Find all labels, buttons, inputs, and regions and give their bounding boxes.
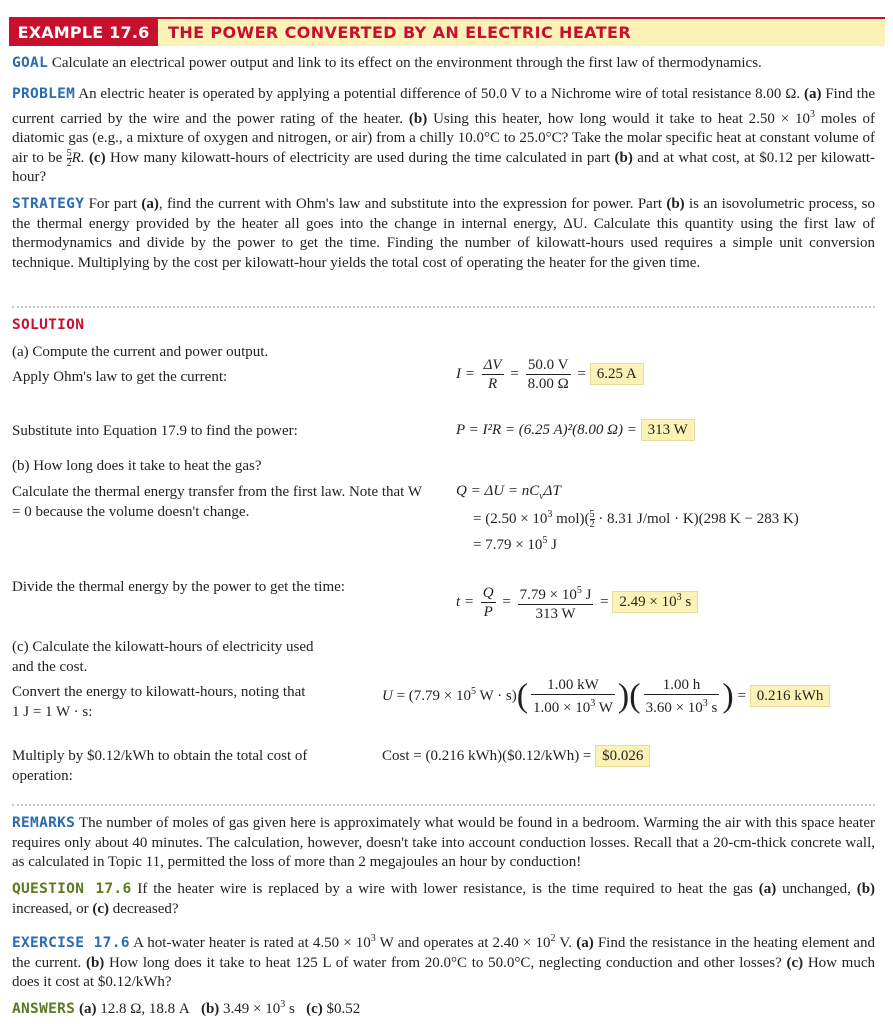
time-equation: t = $\frac{Q}{P}$ = $\frac{7.79 \times 10^5 J}{313 W}$ = $2.49 \times 10^3$ s — [456, 582, 698, 623]
part-a-tag: (a) — [803, 86, 822, 102]
question-paragraph: QUESTION 17.6 If the heater wire is replaced by a wire with lower resistance, is the time required to heat the gas (a) unchanged, (b) increased, or (c) decreased? — [12, 881, 876, 917]
goal-text: Calculate an electrical power output and link to its effect on the environment through the first law of thermodynamics. — [51, 55, 762, 71]
goal-paragraph — [12, 54, 875, 74]
problem-paragraph — [12, 85, 875, 188]
remarks-text: The number of moles of gas given here is approximately what would be found in a bedroom. Warming the air with this space heater requires only about 40 minutes. The calculation, however, doesn't take into account conduction losses. Recall that a 20-cm-thick concrete wall, as calculated in Topic 11, permitted the loss of more than 2 megajoules an hour by conduction! — [12, 815, 876, 870]
part-a-ref: (a) — [141, 196, 159, 212]
step-time: Divide the thermal energy by the power to get the time: — [12, 579, 345, 595]
q-equation-line3: = $7.79 \times 10^5$ J — [473, 535, 558, 553]
part-b-ref: (b) — [614, 149, 633, 166]
step-power: Substitute into Equation 17.9 to find the power: — [12, 423, 298, 439]
answer-cost: $0.026 — [595, 745, 650, 767]
strategy-paragraph — [12, 195, 875, 273]
remarks-paragraph — [12, 814, 875, 873]
divider — [12, 306, 875, 308]
goal-label: GOAL — [12, 55, 49, 71]
strategy-text-3: is an isovolumetric process, so the thermal energy provided by the heater all goes into the change in internal energy, ΔU. Calculate this quantity using the first law of thermodynamics and divide by the power to get the time. Finding the number of kilowatt-hours used requires a simple unit conversion technique. Multiplying by the cost per kilowatt-hour yields the total cost of operating the heater for the given time. — [12, 196, 876, 271]
example-header — [9, 17, 885, 46]
part-c-tag: (c) — [88, 149, 106, 166]
answer-energy: 0.216 kWh — [750, 685, 831, 707]
strategy-text-2: , find the current with Ohm's law and substitute into the expression for power. Part — [158, 196, 662, 212]
problem-label: PROBLEM — [12, 86, 76, 102]
exercise-label: EXERCISE 17.6 — [12, 935, 130, 951]
part-b-tag: (b) — [408, 110, 428, 127]
solution-label-wrap — [12, 316, 84, 336]
ohm-equation: I = $\frac{\Delta V}{R}$ = $\frac{50.0 V}{8.00 \Omega}$ = 6.25 A — [456, 356, 644, 393]
part-b-heading: (b) How long does it take to heat the gas? — [12, 458, 262, 474]
answer-time: $2.49 \times 10^3$ s — [612, 591, 698, 613]
part-b-ref: (b) — [666, 196, 685, 212]
part-a-heading: (a) Compute the current and power output. — [12, 344, 269, 360]
problem-text-c: How many kilowatt-hours of electricity are used during the time calculated in part — [109, 149, 611, 166]
q-equation-line1: $Q = \Delta U = nC_v\Delta T$ — [456, 483, 561, 502]
problem-text-b: Using this heater, how long would it take to heat 2.50 × 10 — [433, 110, 811, 127]
fraction-five-halves: $\frac{5}{2}$ — [66, 147, 72, 169]
step-kwh: Convert the energy to kilowatt-hours, noting that 1 J = 1 W · s: — [12, 684, 306, 720]
question-label: QUESTION 17.6 — [12, 881, 132, 897]
problem-text-b3: R. — [71, 149, 85, 166]
problem-text-b2: moles of diatomic gas (e.g., a mixture of oxygen and nitrogen, or air) from a chilly 10.0°C to 25.0°C? Take the molar specific heat at constant volume of air to be — [12, 110, 876, 166]
cost-equation: Cost = (0.216 kWh)($0.12/kWh) = $0.026 — [382, 748, 650, 765]
step-cost: Multiply by $0.12/kWh to obtain the total cost of operation: — [12, 748, 308, 784]
q-equation-line2: = ($2.50 \times 10^3$ mol)( $\frac{5}{2}$ · 8.31 J/mol · K)(298 K − 283 K) — [473, 509, 799, 531]
exponent: 3 — [810, 108, 816, 120]
problem-text-a: Find the current carried by the wire and the power rating of the heater. — [12, 86, 875, 127]
remarks-label: REMARKS — [12, 815, 76, 831]
answers-paragraph: ANSWERS (a) 12.8 Ω, 18.8 A (b) $3.49 \times 10^3$ s (c) $0.52 — [12, 999, 361, 1017]
answer-power: 313 W — [641, 419, 695, 441]
problem-text: An electric heater is operated by applying a potential difference of 50.0 V to a Nichrome wire of total resistance 8.00 Ω. — [78, 86, 801, 102]
example-label: EXAMPLE 17.6 — [9, 19, 158, 46]
answer-current: 6.25 A — [590, 363, 644, 385]
step-q: Calculate the thermal energy transfer from the first law. Note that W = 0 because the volume doesn't change. — [12, 484, 422, 520]
part-c-heading: (c) Calculate the kilowatt-hours of electricity used and the cost. — [12, 639, 314, 675]
energy-equation: $U = (7.79 \times 10^5$ W · s)( $\frac{1.00 kW}{1.00 \times 10^3 W}$ )( $\frac{1.00 h}{3.60 \times 10^3 s}$ ) = 0.216 kWh — [382, 676, 830, 717]
exercise-paragraph: EXERCISE 17.6 A hot-water heater is rated at $4.50 \times 10^3$ W and operates at $2.40 \times 10^2$ V. (a) Find the resistance in the heating element and the current. (b) How long does it take to heat 125 L of water from 20.0°C to 50.0°C, neglecting conduction and other losses? (c) How much does it cost at $0.12/kWh? — [12, 933, 876, 990]
step-ohm: Apply Ohm's law to get the current: — [12, 369, 228, 385]
power-equation: P = I²R = (6.25 A)²(8.00 Ω) = 313 W — [456, 422, 695, 439]
answers-label: ANSWERS — [12, 1001, 76, 1017]
example-title: THE POWER CONVERTED BY AN ELECTRIC HEATER — [168, 23, 632, 42]
solution-label: SOLUTION — [12, 317, 85, 333]
strategy-text: For part — [88, 196, 138, 212]
strategy-label: STRATEGY — [12, 196, 85, 212]
divider — [12, 804, 875, 806]
problem-text-c2: and at what cost, at $0.12 per kilowatt-hour? — [12, 149, 876, 185]
